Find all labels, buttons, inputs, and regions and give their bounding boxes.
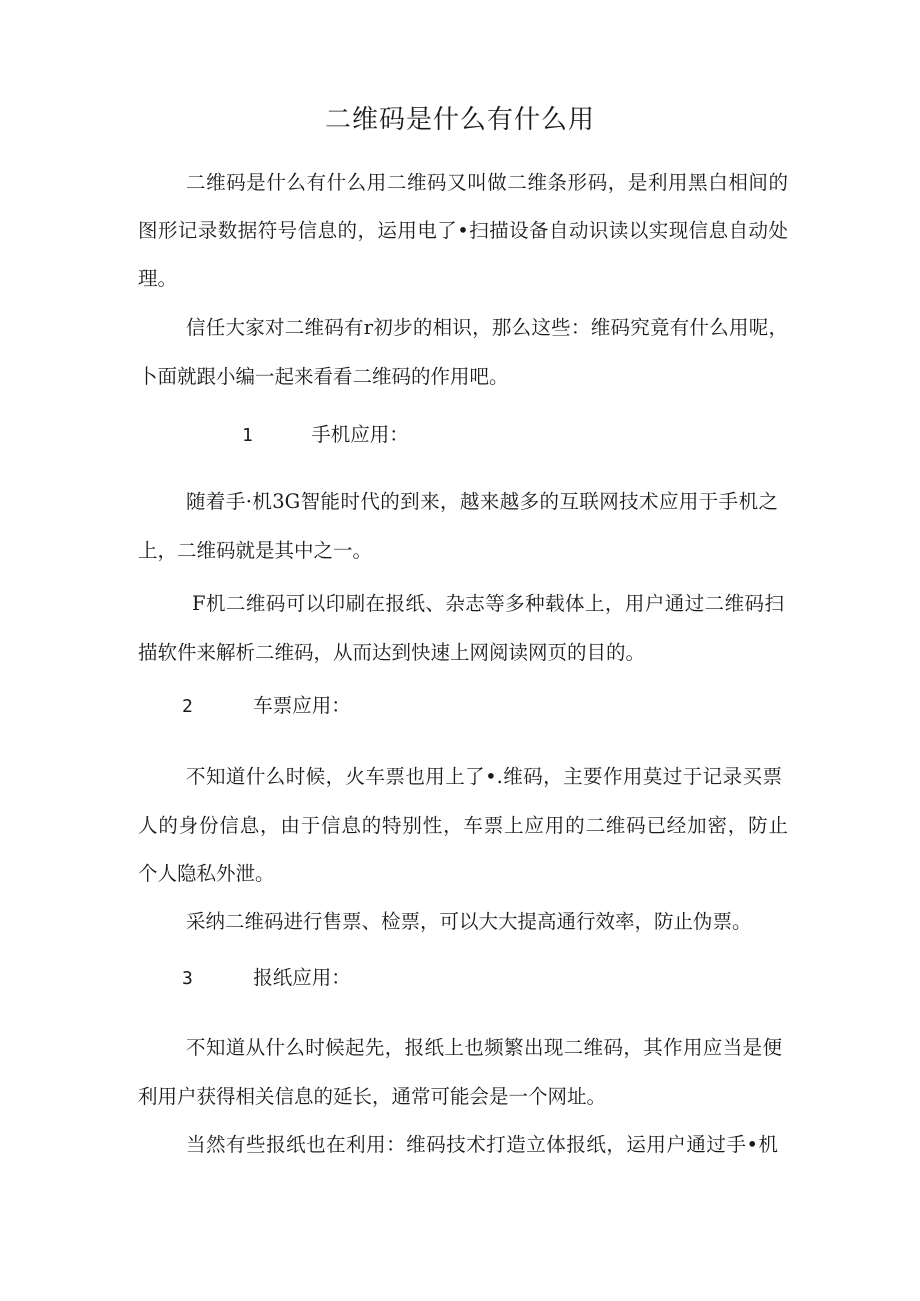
paragraph-5-line-3: 个人隐私外泄。 — [138, 862, 275, 885]
paragraph-6-line-1: 采纳二维码进行售票、检票，可以大大提高通行效率，防止伪票。 — [186, 910, 752, 933]
section-heading-2 — [182, 691, 351, 722]
paragraph-5-line-2: 人的身份信息，由于信息的特别性，车票上应用的二维码已经加密，防止 — [138, 814, 788, 837]
paragraph-7-line-1: 不知道从什么时候起先，报纸上也频繁出现二维码，其作用应当是便 — [186, 1036, 782, 1059]
paragraph-1-line-2: 图形记录数据符号信息的，运用电了•扫描设备自动识读以实现信息自动处 — [138, 219, 788, 242]
section-number-3: 3 — [182, 968, 193, 989]
paragraph-3-line-2: 上，二维码就是其中之一。 — [138, 539, 373, 562]
paragraph-2-line-2: 卜面就跟小编一起来看看二维码的作用吧。 — [138, 365, 509, 388]
paragraph-3-line-1: 随着手·机3G智能时代的到来，越来越多的互联网技术应用于手机之 — [186, 490, 778, 513]
document-title: 二维码是什么有什么用 — [324, 105, 595, 135]
section-heading-3 — [182, 963, 351, 994]
paragraph-2-line-1: 信任大家对二维码有r初步的相识，那么这些：维码究竟有什么用呢， — [186, 316, 788, 339]
paragraph-7-line-2: 利用户获得相关信息的延长，通常可能会是一个网址。 — [138, 1085, 607, 1108]
paragraph-5-line-1: 不知道什么时候，火车票也用上了•.维码，主要作用莫过于记录买票 — [186, 765, 782, 788]
section-number-1: 1 — [242, 425, 253, 446]
section-number-2: 2 — [182, 696, 193, 717]
section-label-2: 车票应用： — [253, 694, 351, 717]
section-heading-1 — [242, 420, 409, 451]
paragraph-4-line-1: F机二维码可以印刷在报纸、杂志等多种载体上，用户通过二维码扫 — [192, 592, 784, 615]
section-label-3: 报纸应用： — [253, 966, 351, 989]
paragraph-1-line-3: 理。 — [138, 267, 178, 290]
paragraph-1-line-1: 二维码是什么有什么用二维码又叫做二维条形码，是利用黑白相间的 — [186, 171, 788, 194]
section-label-1: 手机应用： — [311, 423, 409, 446]
paragraph-4-line-2: 描软件来解析二维码，从而达到快速上网阅读网页的目的。 — [138, 641, 646, 664]
paragraph-8-line-1: 当然有些报纸也在利用：维码技术打造立体报纸，运用户通过手•机 — [186, 1133, 778, 1156]
